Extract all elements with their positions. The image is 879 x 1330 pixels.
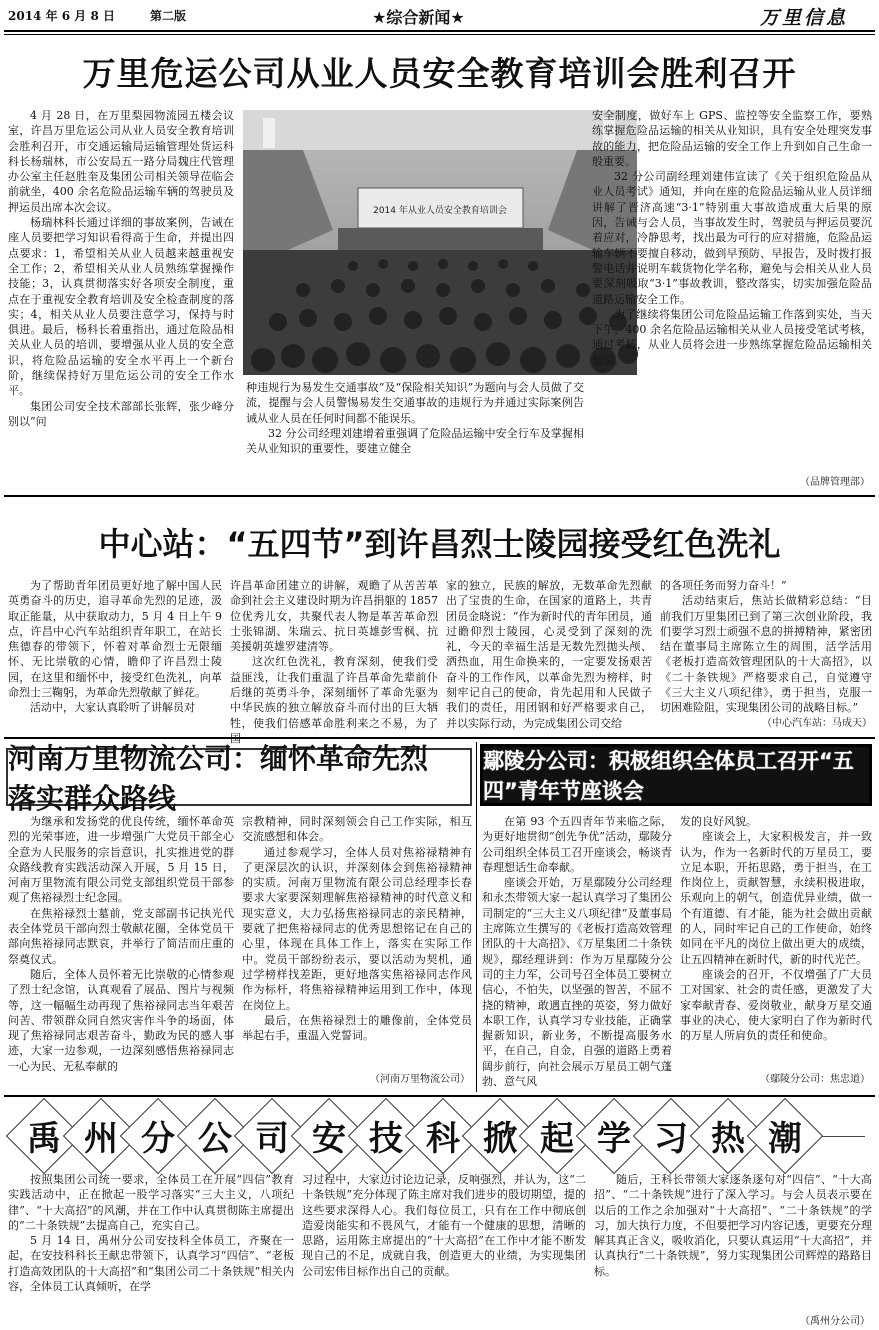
article5-para: 随后，王科长带领大家逐条逐句对“四信”、“十大高招”、“二十条铁规”进行了深入学习。与会人员表示要在以后的工作之余加强对“十大高招”、“二十条铁规”的学习，加大执行力度，不但要把学习内容记透，更要充分理解其真正含义，吸收消化，只要认真运用“十大高招”，并认真执行“二十条铁规”，努力实现集团公司辉煌的路路目标。 xyxy=(594,1173,872,1278)
article4-credit: （鄢陵分公司：焦忠道） xyxy=(760,1074,870,1085)
article2-headline: 中心站：“五四节”到许昌烈士陵园接受红色洗礼 xyxy=(98,525,781,563)
article5-para: 习过程中，大家边讨论边记录，反响强烈，并认为，这“二十条铁规”充分体现了陈主席对我们进步的殷切期望，提的这些要求深得人心。我们每位员工，只有在工作中彻底创造爱岗能实和不畏风气，才能有一个健康的思想，清晰的思路，运用陈主席提出的“十大高招”在工作中才能不断发现自己的不足，成就自我，创造更大的业绩，为实现集团公司宏伟目标作出自己的贡献。 xyxy=(302,1173,586,1278)
article4-para: 发的良好风貌。 xyxy=(680,815,757,828)
article1-para: 为了继续将集团公司危险品运输工作落到实处，当天下午，400 余名危险品运输相关从业人员接受笔试考核，通过考核，从业人员将会进一步熟练掌握危险品运输相关知识。 xyxy=(592,307,872,367)
header-rule xyxy=(4,30,875,32)
article1-para: 4 月 28 日，在万里梨园物流园五楼会议室，许昌万里危运公司从业人员安全教育培训会胜利召开，市交通运输局运输管理处货运科科长杨瑞林，市公安局五一路分局魏庄代管理办公室主任赵胜奎及集团公司相关领导莅临会前就坐，400 余名危险品运输车辆的驾驶员及押运员出席本次会议。 xyxy=(8,109,234,214)
article4-col2 xyxy=(680,814,872,1074)
article3-para: 通过参观学习，全体人员对焦裕禄精神有了更深层次的认识，并深刻体会到焦裕禄精神的实质。河南万里物流有限公司总经理李长春要求大家要深刻理解焦裕禄精神的时代意义和现实意义，大力弘扬焦裕禄同志的亲民精神，要就了把焦裕禄同志的优秀思想铭记在自己的心里，体现在具体工作上，落实在实际工作中。党员干部纷纷表示，要以活动为契机，通过学榜样找差距，更好地落实焦裕禄同志作风作为标杆，将焦裕禄精神运用到工作中，体现在岗位上。 xyxy=(242,845,472,1012)
article1-para: 杨瑞林科长通过详细的事故案例，告诫在座人员要把学习知识看得高于生命，并提出四点要求：1，希望相关从业人员越来越重视安全工作；2，希望相关从业人员熟练掌握操作技能；3，认真贯彻落实好各项安全制度，重点在于重视安全教育培训及安全检查制度的落实；4，相关从业人员要注意学习，保持与时俱进。最后，杨科长着重指出，通过危险品相关从业人员的培训，要增强从业人员的安全意识，将危险品运输的安全水平再上一个新台阶，继续保持好万里危运公司的安全工作水平。 xyxy=(8,216,234,398)
article2-credit: （中心汽车站：马成天） xyxy=(762,717,872,729)
article5-para: 按照集团公司统一要求，全体员工在开展“四信”教育实践活动中，正在掀起一股学习落实“三大主义，八项纪律”、“十大高招”的风潮，并在工作中认真贯彻陈主席提出的“二十条铁规”去提高自己，充实自己。 xyxy=(8,1173,294,1232)
issue-date: 2014 年 6 月 8 日 xyxy=(8,9,115,23)
section-rule xyxy=(4,1095,875,1097)
title-char: 学 xyxy=(597,1118,631,1159)
article1-col3 xyxy=(592,108,872,480)
article1-para: 安全制度，做好车上 GPS、监控等安全监察工作，要熟练掌握危险品运输的相关从业知识，具有安全处理突发事故的能力，把危险品运输的安全工作上升到如自己生命一般重要。 xyxy=(592,109,872,168)
article2-para: 为了帮助青年团员更好地了解中国人民英勇奋斗的历史，追寻革命先烈的足迹，汲取正能量，从中获取动力，5 月 4 日上午 9 点，许昌中心汽车站组织青年职工，在站长焦德春的带领下，怀着对革命烈士无限缅怀、无比崇敬的心情，瞻仰了许昌烈士陵园，在这里和缅怀中，接受红色洗礼，向革命烈士三鞠躬，为革命先烈敬献了鲜花。 xyxy=(8,579,222,700)
article1-headline: 万里危运公司从业人员安全教育培训会胜利召开 xyxy=(82,53,797,93)
article4-headline: 鄢陵分公司：积极组织全体员工召开“五四”青年节座谈会 xyxy=(480,744,872,806)
article4-para: 座谈会的召开，不仅增强了广大员工对国家、社会的责任感，更激发了大家奉献青春、爱岗敬业，献身万星交通事业的决心，使大家明白了作为新时代的万星人所肩负的责任和使命。 xyxy=(680,967,872,1043)
article2-col1 xyxy=(8,578,222,728)
section-rule xyxy=(4,495,875,497)
title-char: 科 xyxy=(426,1118,460,1159)
article4-para: 座谈会上，大家积极发言，并一致认为，作为一名新时代的万星员工，要立足本职，开拓思路，勇于担当，在工作岗位上，贡献智慧，永续积极进取，乐观向上的朝气，创造优异业绩，做一个有道德、有才能，能为社会做出贡献的人，同时牢记自己的工作使命，始终如同在平凡的岗位上做出更大的成绩，让五四精神在新时代，新的时代光芒。 xyxy=(680,830,872,966)
article2-col3 xyxy=(446,578,652,728)
paper-name: 万里信息 xyxy=(760,7,849,29)
article2-para: 许昌革命团建立的讲解，观瞻了从苦苦革命到社会主义建设时期为许昌捐躯的 1857 位优秀儿女，共聚代表人物是革苦革命烈士张锦湖、朱瑞云、抗日英雄彭雪枫、抗美援朝英雄罗建清等。 xyxy=(230,579,438,654)
article4-para: 在第 93 个五四青年节来临之际，为更好地贯彻“创先争优”活动，鄢陵分公司组织全体员工召开座谈会，畅谈青春理想话生命奉献。 xyxy=(482,815,672,874)
title-char: 掀 xyxy=(483,1118,517,1159)
column-divider xyxy=(476,742,477,1092)
article1-para: 32 分公司副经理刘建伟宣读了《关于组织危险品从业人员考试》通知，并向在座的危险品运输从业人员详细讲解了晋济高速“3·1”特别重大事故造成重大后果的原因，告诫与会人员，当事故发生时，驾驶员与押运员要沉着应对，冷静思考，找出最为可行的应对措施，危险品运输车辆不要擅自移动，做到早预防、早报告，及时拨打报警电话并说明车载货物化学名称，避免与会相关从业人员要深刻吸取“3·1”事故教训，整改落实，切实加强危险品道路运输安全工作。 xyxy=(592,170,872,306)
title-char: 习 xyxy=(654,1118,688,1159)
article1-para: 种违规行为易发生交通事故”及“保险相关知识”为题向与会人员做了交流，提醒与会人员警惕易发生交通事故的违规行为并通过实际案例告诫从业人员在任何时间都不能误乐。 xyxy=(246,381,584,425)
article5-col1 xyxy=(8,1172,294,1322)
article3-credit: （河南万里物流公司） xyxy=(370,1074,470,1085)
article3-para: 在焦裕禄烈士墓前，党支部副书记执光代表全体党员干部向烈士敬献花圈，全体党员干部向焦裕禄同志默哀，并举行了简洁而庄重的祭奠仪式。 xyxy=(8,906,234,966)
article3-para: 宗教精神，同时深刻领会自己工作实际，相互交流感想和体会。 xyxy=(242,815,472,844)
title-char: 司 xyxy=(255,1118,289,1159)
article3-para: 为继承和发扬党的优良传统，缅怀革命英烈的光荣事迹，进一步增强广大党员干部全心全意为人民服务的宗旨意识，扎实推进党的群众路线教育实践活动深入开展，5 月 15 日，河南万里物流有限公司党支部组织党员干部参观了焦裕禄烈士纪念园。 xyxy=(8,815,234,905)
article4-col1 xyxy=(482,814,672,1089)
title-char: 安 xyxy=(312,1118,346,1159)
edition-label: 第二版 xyxy=(150,9,187,23)
article4-para: 座谈会开始，万星鄢陵分公司经理和永杰带领大家一起认真学习了集团公司制定的“三大主义八项纪律”及董事局主席陈立生撰写的《老板打造高效管理团队的十大高招》、《万星集团二十条铁规》，鄢经理讲到：作为万星鄢陵分公司的主力军，公司号召全体员工要树立信心，不怕失，以坚强的智苦，不屈不挠的精神，敢遇直挫的英姿，努力做好本职工作，认真学习专业技能，正确掌握新知识，新业务，不断提高服务水平，在自己，自金，自强的道路上勇着阔步前行，向社会展示万星员工朝气蓬勃、意气风 xyxy=(482,876,672,1089)
article2-para: 家的独立，民族的解放，无数革命先烈献出了宝贵的生命，在国家的道路上，共青团员金晓说：“作为新时代的青年团员，通过瞻仰烈士陵园，心灵受到了深刻的洗礼，今天的幸福生活是无数先烈拋头颅、洒热血，用生命换来的，一定要发扬艰苦奋斗的工作作风，以革命先烈为榜样，时刻牢记自己的使命，肯先起用和人民做子我们的责任，用团钢和好严格要求自己，并以实际行动，为完成集团公司交给 xyxy=(446,579,652,730)
masthead xyxy=(0,0,879,30)
article2-col2 xyxy=(230,578,438,745)
article1-para: 集团公司安全技术部部长张辉，张少峰分别以“问 xyxy=(8,399,234,428)
title-char: 州 xyxy=(84,1118,118,1159)
header-rule-thin xyxy=(4,34,875,35)
title-char: 禹 xyxy=(27,1118,61,1159)
title-char: 潮 xyxy=(768,1118,802,1159)
article3-para: 最后，在焦裕禄烈士的雕像前，全体党员举起右手，重温入党誓词。 xyxy=(242,1013,472,1043)
article2-para: 活动结束后，焦站长做精彩总结：“目前我们万里集团已到了第三次创业阶段，我们要学习烈士顽强不息的拼搏精神，紧密团结在董事局主席陈立生的周围，活学活用《老板打造高效管理团队的十大高招》，以《二十条铁规》严格要求自己，自觉遵守《三大主义八项纪律》，勇于担当，克服一切困难险阻，实现集团公司的战略目标。” xyxy=(660,594,872,715)
article5-credit: （禹州分公司） xyxy=(800,1316,870,1327)
article3-col2 xyxy=(242,814,472,1074)
article5-col3 xyxy=(594,1172,872,1312)
title-char: 公 xyxy=(198,1118,232,1159)
article2-para: 的各项任务而努力奋斗！” xyxy=(660,579,787,592)
title-char: 热 xyxy=(711,1118,745,1159)
article2-para: 这次红色洗礼，教育深刻，使我们受益匪浅，让我们重温了许昌革命先辈前仆后继的英勇斗争，深刻缅怀了革命先驱为中华民族的独立解放奋斗而付出的巨大牺牲，使我们倍感革命胜利来之不易，为了国 xyxy=(230,655,438,745)
photo-banner-text: 2014 年从业人员安全教育培训会 xyxy=(373,206,507,216)
article1-credit: （品牌管理部） xyxy=(800,477,870,488)
article3-para: 随后，全体人员怀着无比崇敬的心情参观了烈士纪念馆，认真观看了展品、图片与视频等，这一幅幅生动再现了焦裕禄同志当年艰苦问苦、带领群众同自然灾害作斗争的场面，体现了焦裕禄同志艰苦奋斗，勤政为民的感人事迹，大家一边参观，一边深刻感悟焦裕禄同志一心为民、无私奉献的 xyxy=(8,967,234,1073)
article3-headline: 河南万里物流公司：缅怀革命先烈 落实群众路线 xyxy=(6,748,472,806)
article1-col1 xyxy=(8,108,234,490)
article5-headline xyxy=(4,1104,875,1168)
article2-col4 xyxy=(660,578,872,728)
title-char: 分 xyxy=(141,1118,175,1159)
section-title: ★综合新闻★ xyxy=(372,8,465,27)
title-char: 技 xyxy=(369,1118,403,1159)
article5-col2 xyxy=(302,1172,586,1322)
article2-para: 活动中，大家认真聆听了讲解员对 xyxy=(30,701,195,715)
article5-para: 5 月 14 日，禹州分公司安技科全体员工，齐聚在一起，在安技科科长王献忠带领下，认真学习“四信”、“老板打造高效团队的十大高招”和“集团公司二十条铁规”相关内容，全体员工认真倾听，在学 xyxy=(8,1234,294,1294)
article1-mid xyxy=(246,380,584,492)
article1-para: 32 分公司经理刘建增着重强调了危险品运输中安全行车及掌握相关从业知识的重要性，要建立健全 xyxy=(246,426,584,456)
meeting-photo xyxy=(243,110,637,375)
article3-col1 xyxy=(8,814,234,1089)
title-char: 起 xyxy=(540,1118,574,1159)
